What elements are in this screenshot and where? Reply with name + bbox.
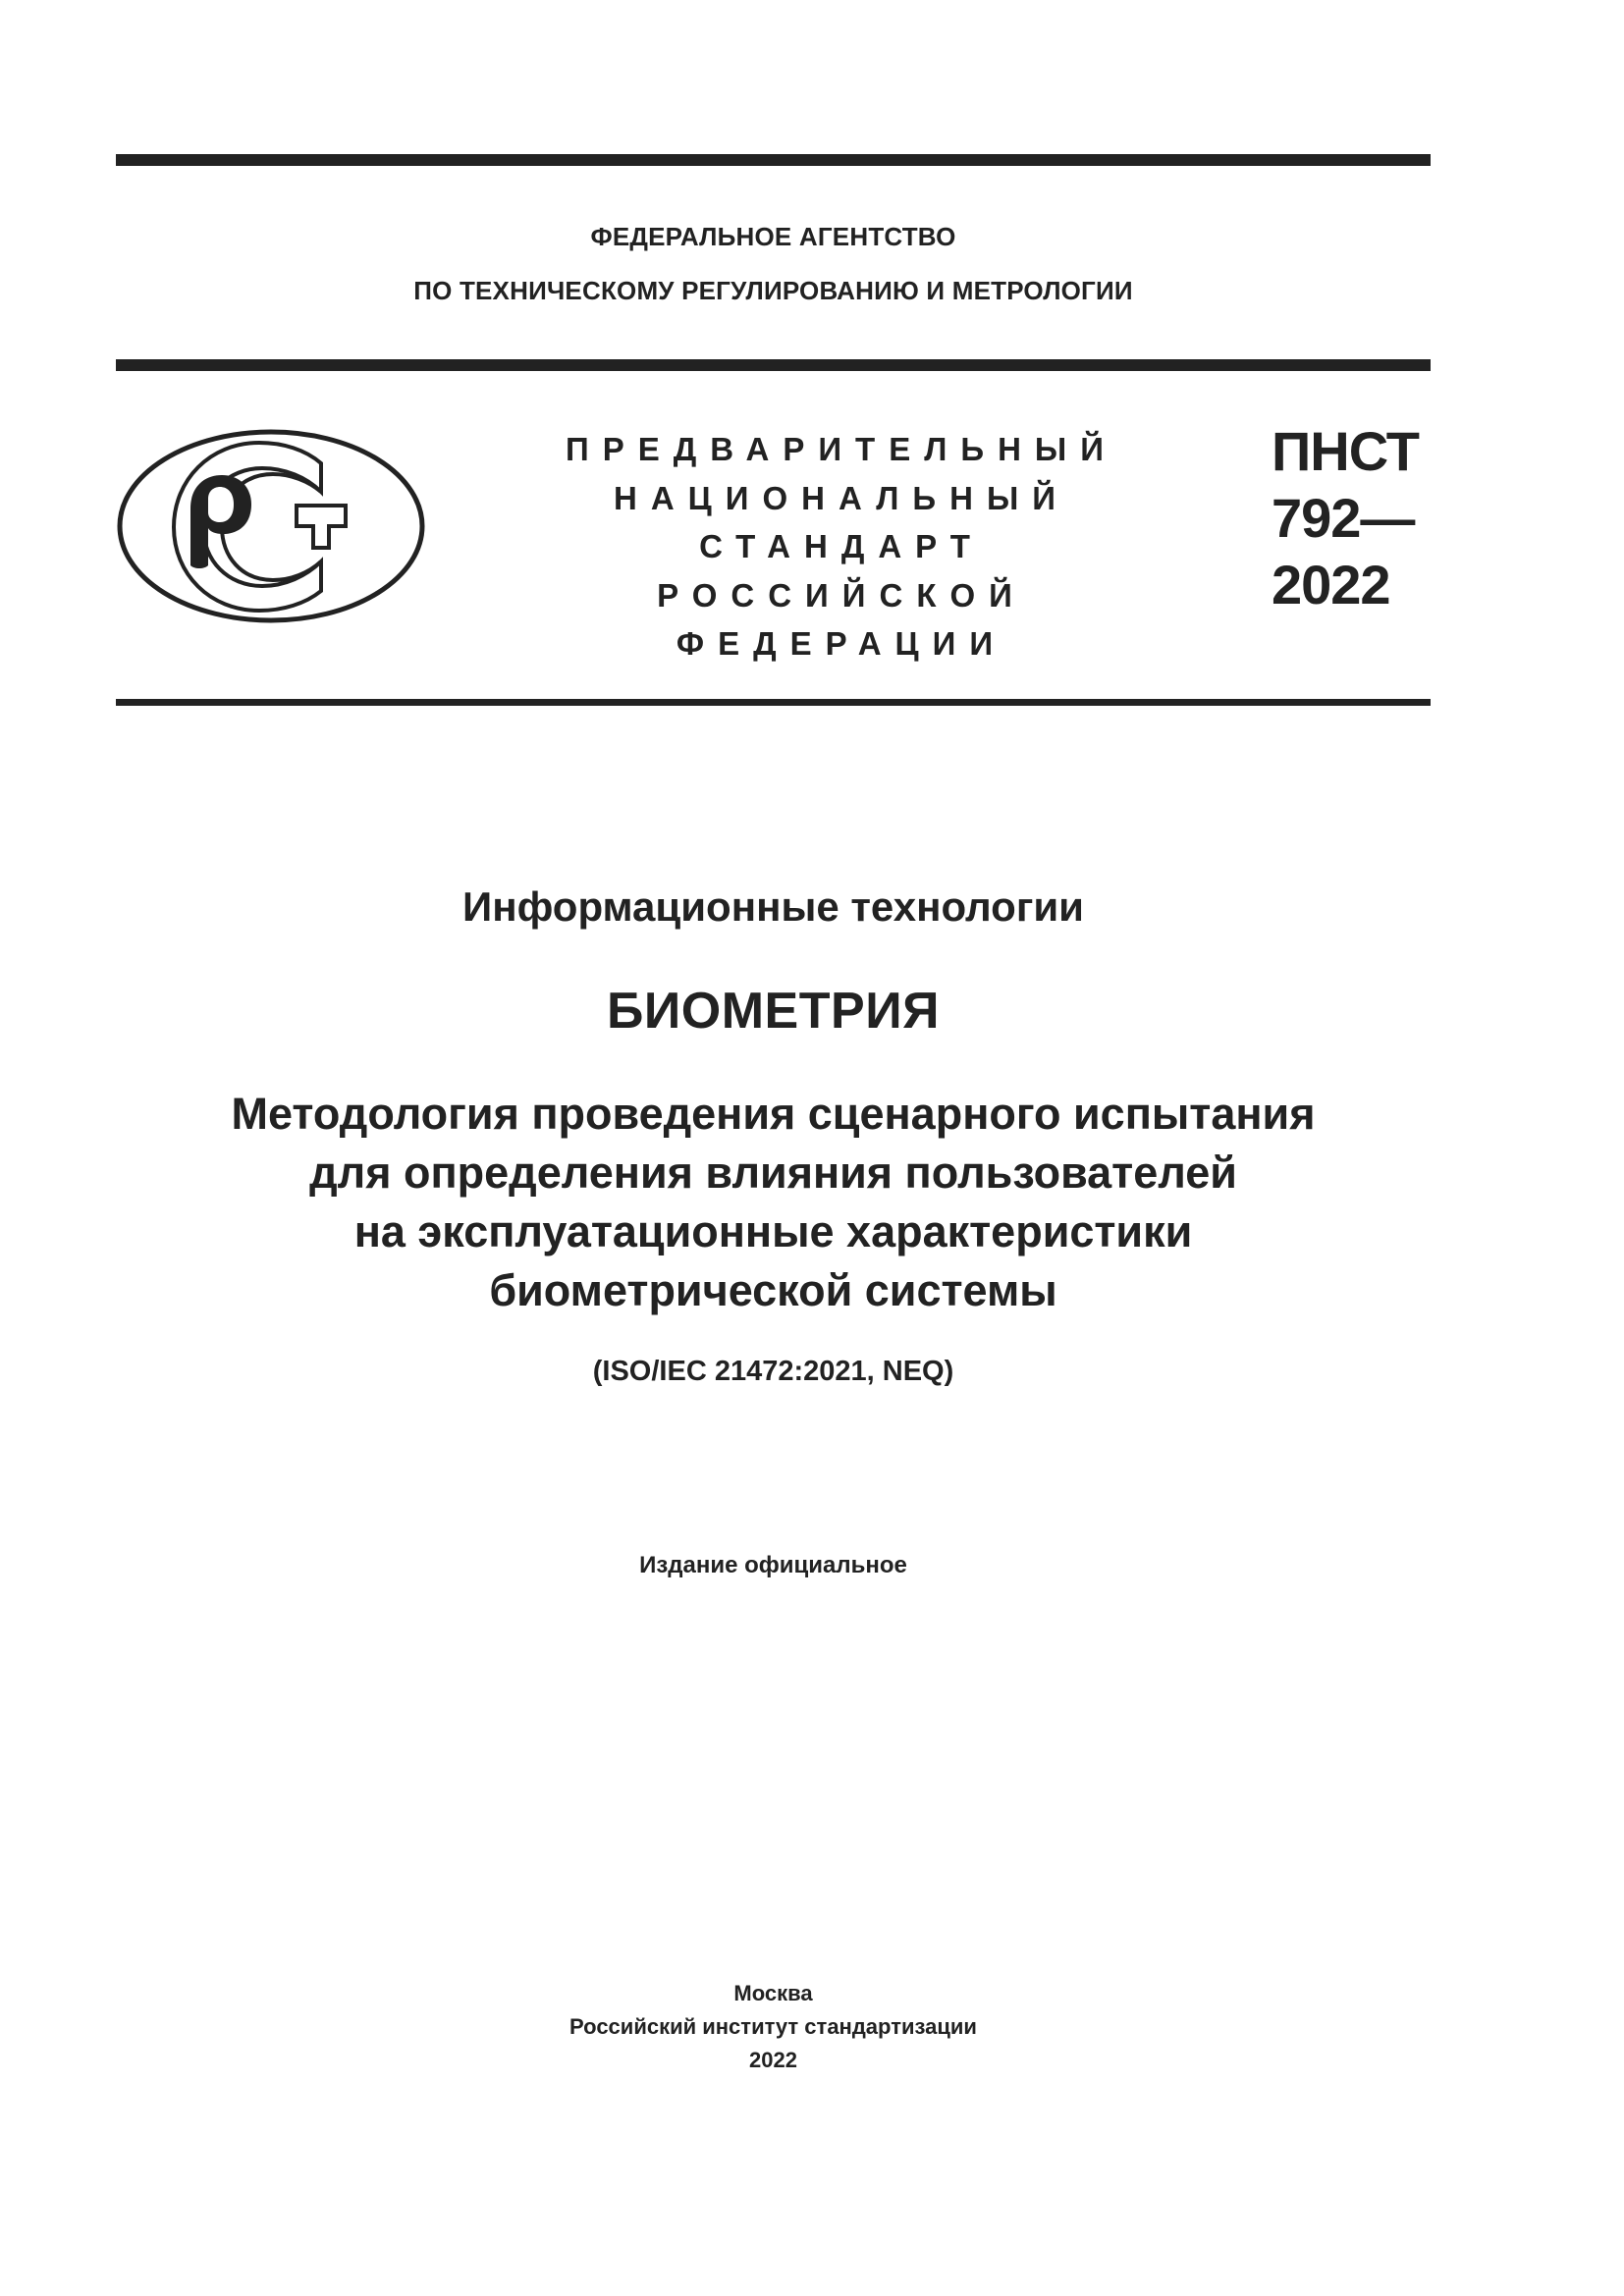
standard-designation-prefix: ПНСТ: [1272, 420, 1419, 482]
edition-label: Издание официальное: [639, 1552, 907, 1578]
imprint-publisher: Российский институт стандартизации: [569, 2014, 977, 2039]
standard-type-line: РОССИЙСКОЙ: [657, 576, 1026, 614]
bottom-rule: [116, 699, 1431, 706]
standard-type-line: СТАНДАРТ: [699, 528, 984, 564]
standard-type-line: ФЕДЕРАЦИИ: [676, 625, 1007, 662]
document-title: [0, 1085, 1546, 1320]
document-topic: БИОМЕТРИЯ: [607, 983, 940, 1040]
standard-designation: [1272, 418, 1419, 618]
imprint-year: 2022: [749, 2048, 797, 2072]
standard-designation-number: 792—: [1272, 487, 1415, 549]
document-title-line: на эксплуатационные характеристики: [353, 1206, 1193, 1256]
standard-type-line: НАЦИОНАЛЬНЫЙ: [614, 479, 1069, 516]
document-title-line: биометрической системы: [489, 1265, 1057, 1315]
document-subject: Информационные технологии: [462, 883, 1084, 930]
document-title-line: для определения влияния пользователей: [309, 1148, 1237, 1198]
standard-designation-year: 2022: [1272, 554, 1390, 615]
international-standard-reference: (ISO/IEC 21472:2021, NEQ): [592, 1356, 954, 1387]
agency-name-line-1: ФЕДЕРАЛЬНОЕ АГЕНТСТВО: [590, 222, 956, 251]
imprint: [0, 1977, 1546, 2077]
standard-type-heading: [550, 425, 1119, 668]
imprint-city: Москва: [733, 1981, 813, 2005]
rst-certification-mark-icon: [114, 426, 428, 626]
top-rule: [116, 154, 1431, 166]
agency-name-line-2: ПО ТЕХНИЧЕСКОМУ РЕГУЛИРОВАНИЮ И МЕТРОЛОГИИ: [413, 276, 1133, 305]
middle-rule: [116, 359, 1431, 371]
document-title-line: Методология проведения сценарного испытания: [231, 1089, 1316, 1139]
standard-type-line: ПРЕДВАРИТЕЛЬНЫЙ: [566, 431, 1117, 467]
